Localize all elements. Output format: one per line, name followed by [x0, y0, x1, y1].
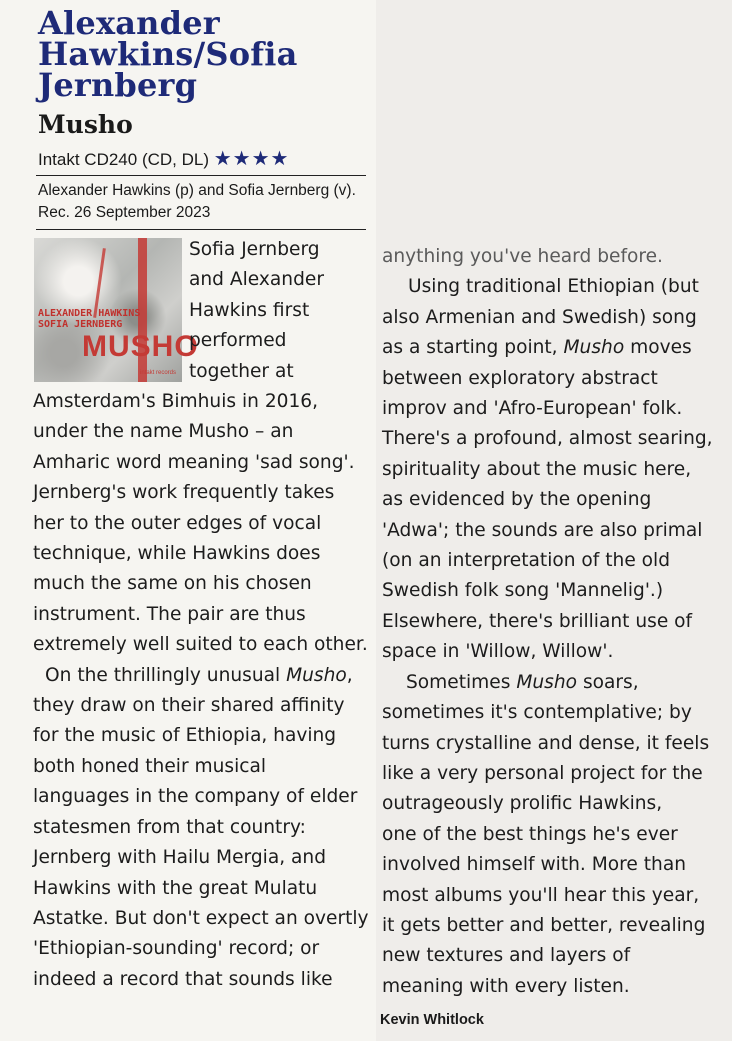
- text-line: new textures and layers of: [382, 945, 631, 967]
- text-line: involved himself with. More than: [382, 854, 686, 876]
- text-line: Elsewhere, there's brilliant use of: [382, 610, 693, 632]
- text-run: On the thrillingly unusual: [45, 664, 287, 686]
- text-line: most albums you'll hear this year,: [382, 884, 700, 906]
- text-line: one of the best things he's ever: [382, 823, 678, 845]
- text-line: Hawkins with the great Mulatu: [33, 877, 318, 899]
- cover-title: MUSHO: [82, 330, 199, 363]
- text-line: space in 'Willow, Willow'.: [382, 641, 614, 663]
- text-line: languages in the company of elder: [33, 786, 358, 808]
- text-line: 'Ethiopian-sounding' record; or: [33, 938, 320, 960]
- recording-date: Rec. 26 September 2023: [38, 204, 211, 221]
- text-line: Jernberg with Hailu Mergia, and: [33, 847, 327, 869]
- text-line: it gets better and better, revealing: [382, 914, 706, 936]
- text-line: instrument. The pair are thus: [33, 603, 306, 625]
- text-line: improv and 'Afro-European' folk.: [382, 398, 683, 420]
- personnel: Alexander Hawkins (p) and Sofia Jernberg (v).: [38, 182, 356, 199]
- star-rating: ★★★★: [213, 148, 290, 170]
- text-line: for the music of Ethiopia, having: [33, 725, 337, 747]
- artist-line: Hawkins/Sofia: [38, 35, 298, 73]
- text-line: her to the outer edges of vocal: [33, 512, 322, 534]
- text-line: [382, 333, 713, 363]
- artist-line: Jernberg: [38, 66, 198, 104]
- text-line: Hawkins first: [189, 299, 310, 321]
- text-line: both honed their musical: [33, 755, 267, 777]
- text-line: much the same on his chosen: [33, 573, 312, 595]
- text-line: Using traditional Ethiopian (but: [408, 276, 699, 298]
- text-line: technique, while Hawkins does: [33, 543, 321, 565]
- cover-artist-line: SOFIA JERNBERG: [38, 319, 123, 330]
- label-catalogue: Intakt CD240 (CD, DL): [38, 150, 209, 169]
- text-line: spirituality about the music here,: [382, 458, 692, 480]
- column-a-body: [33, 387, 369, 995]
- text-line: indeed a record that sounds like: [33, 968, 333, 990]
- credits: [38, 180, 368, 224]
- album-title-italic: Musho: [286, 664, 347, 686]
- text-line: also Armenian and Swedish) song: [382, 306, 697, 328]
- text-line: extremely well suited to each other.: [33, 634, 368, 656]
- cover-artist-text: [38, 308, 178, 330]
- text-line: statesmen from that country:: [33, 816, 306, 838]
- text-line: [382, 668, 713, 698]
- text-line: 'Adwa'; the sounds are also primal: [382, 519, 703, 541]
- text-line: sometimes it's contemplative; by: [382, 702, 692, 724]
- column-a-wrap-text: [189, 235, 324, 387]
- text-line: together at: [189, 360, 294, 382]
- text-line: There's a profound, almost searing,: [382, 428, 713, 450]
- column-b-body: [382, 242, 713, 1002]
- text-line: and Alexander: [189, 269, 324, 291]
- text-line: Astatke. But don't expect an overtly: [33, 907, 369, 929]
- album-cover-image: [34, 238, 199, 382]
- text-line: under the name Musho – an: [33, 421, 294, 443]
- text-line: meaning with every listen.: [382, 975, 630, 997]
- text-line: between exploratory abstract: [382, 367, 658, 389]
- text-line: Amsterdam's Bimhuis in 2016,: [33, 391, 319, 412]
- text-line: performed: [189, 330, 287, 352]
- text-line: (on an interpretation of the old: [382, 550, 671, 572]
- reviewer-byline: Kevin Whitlock: [380, 1012, 484, 1028]
- text-line: Sofia Jernberg: [189, 239, 320, 260]
- cover-artist-line: ALEXANDER HAWKINS: [38, 308, 141, 319]
- cover-small-print: intakt records: [139, 370, 176, 376]
- text-run: ,: [346, 664, 353, 686]
- label-catalogue-line: [38, 146, 289, 171]
- text-line: they draw on their shared affinity: [33, 695, 345, 717]
- text-line: as evidenced by the opening: [382, 489, 652, 511]
- text-line: like a very personal project for the: [382, 762, 703, 784]
- text-line: outrageously prolific Hawkins,: [382, 793, 663, 815]
- text-line: anything you've heard before.: [382, 246, 663, 267]
- text-run: soars,: [577, 671, 639, 693]
- album-title: Musho: [38, 110, 133, 139]
- text-line: turns crystalline and dense, it feels: [382, 732, 710, 754]
- artist-headline: [38, 4, 368, 104]
- text-run: as a starting point,: [382, 337, 564, 359]
- text-line: Jernberg's work frequently takes: [33, 482, 335, 504]
- album-title-italic: Musho: [516, 671, 578, 693]
- album-title-italic: Musho: [563, 337, 625, 359]
- divider: [36, 175, 366, 176]
- artist-line: Alexander: [38, 4, 220, 42]
- divider: [36, 229, 366, 230]
- text-run: moves: [624, 337, 692, 359]
- text-line: Amharic word meaning 'sad song'.: [33, 451, 355, 473]
- text-line: [33, 661, 369, 691]
- text-run: Sometimes: [406, 671, 517, 693]
- text-line: Swedish folk song 'Mannelig'.): [382, 580, 664, 602]
